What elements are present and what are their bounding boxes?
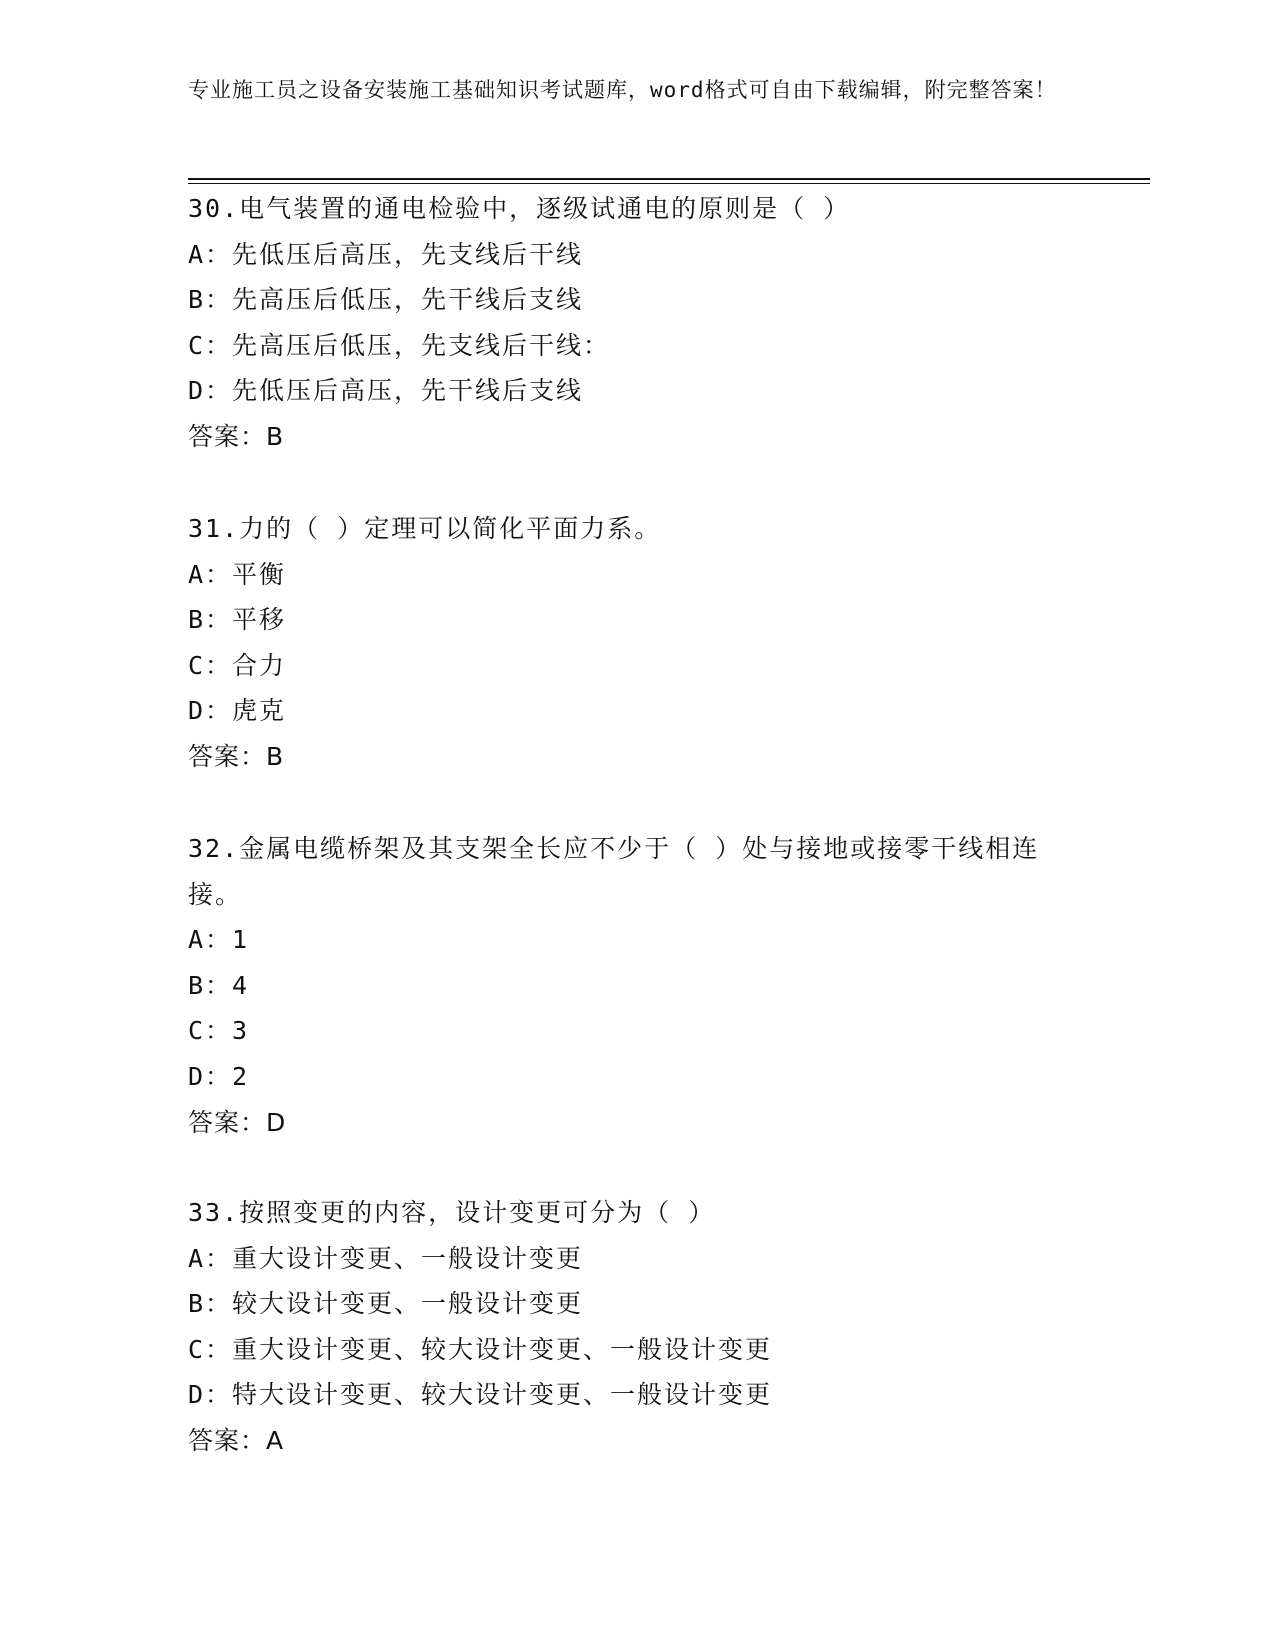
answer-line: 答案：B: [188, 741, 285, 771]
option-a: A：平衡: [188, 559, 287, 589]
question-stem: 32.金属电缆桥架及其支架全长应不少于（ ）处与接地或接零干线相连接。: [188, 834, 1040, 909]
option-d: D：虎克: [188, 696, 287, 726]
question-stem: 33.按照变更的内容，设计变更可分为（ ）: [188, 1198, 716, 1227]
option-b: B：平移: [188, 605, 287, 635]
question-block: [188, 186, 1068, 460]
question-block: [188, 1190, 1068, 1464]
document-intro: 专业施工员之设备安装施工基础知识考试题库，word格式可自由下载编辑，附完整答案！: [188, 78, 1057, 102]
answer-line: 答案：D: [188, 1107, 287, 1137]
option-c: C：3: [188, 1016, 250, 1046]
answer-line: 答案：B: [188, 421, 285, 451]
question-stem: 30.电气装置的通电检验中，逐级试通电的原则是（ ）: [188, 194, 851, 223]
option-a: A：重大设计变更、一般设计变更: [188, 1243, 584, 1273]
option-b: B：先高压后低压，先干线后支线: [188, 285, 584, 315]
answer-line: 答案：A: [188, 1425, 285, 1455]
option-a: A：1: [188, 925, 250, 955]
question-block: [188, 506, 1068, 780]
option-c: C：先高压后低压，先支线后干线：: [188, 330, 611, 360]
option-b: B：4: [188, 970, 250, 1000]
option-d: D：特大设计变更、较大设计变更、一般设计变更: [188, 1380, 773, 1410]
header-divider-thin: [188, 183, 1150, 184]
option-b: B：较大设计变更、一般设计变更: [188, 1289, 584, 1319]
option-a: A：先低压后高压，先支线后干线: [188, 239, 584, 269]
question-stem: 31.力的（ ）定理可以简化平面力系。: [188, 514, 662, 543]
option-d: D：先低压后高压，先干线后支线: [188, 376, 584, 406]
question-block: [188, 826, 1068, 1145]
option-c: C：重大设计变更、较大设计变更、一般设计变更: [188, 1334, 773, 1364]
option-d: D：2: [188, 1061, 250, 1091]
header-divider-thick: [188, 178, 1150, 180]
option-c: C：合力: [188, 650, 287, 680]
